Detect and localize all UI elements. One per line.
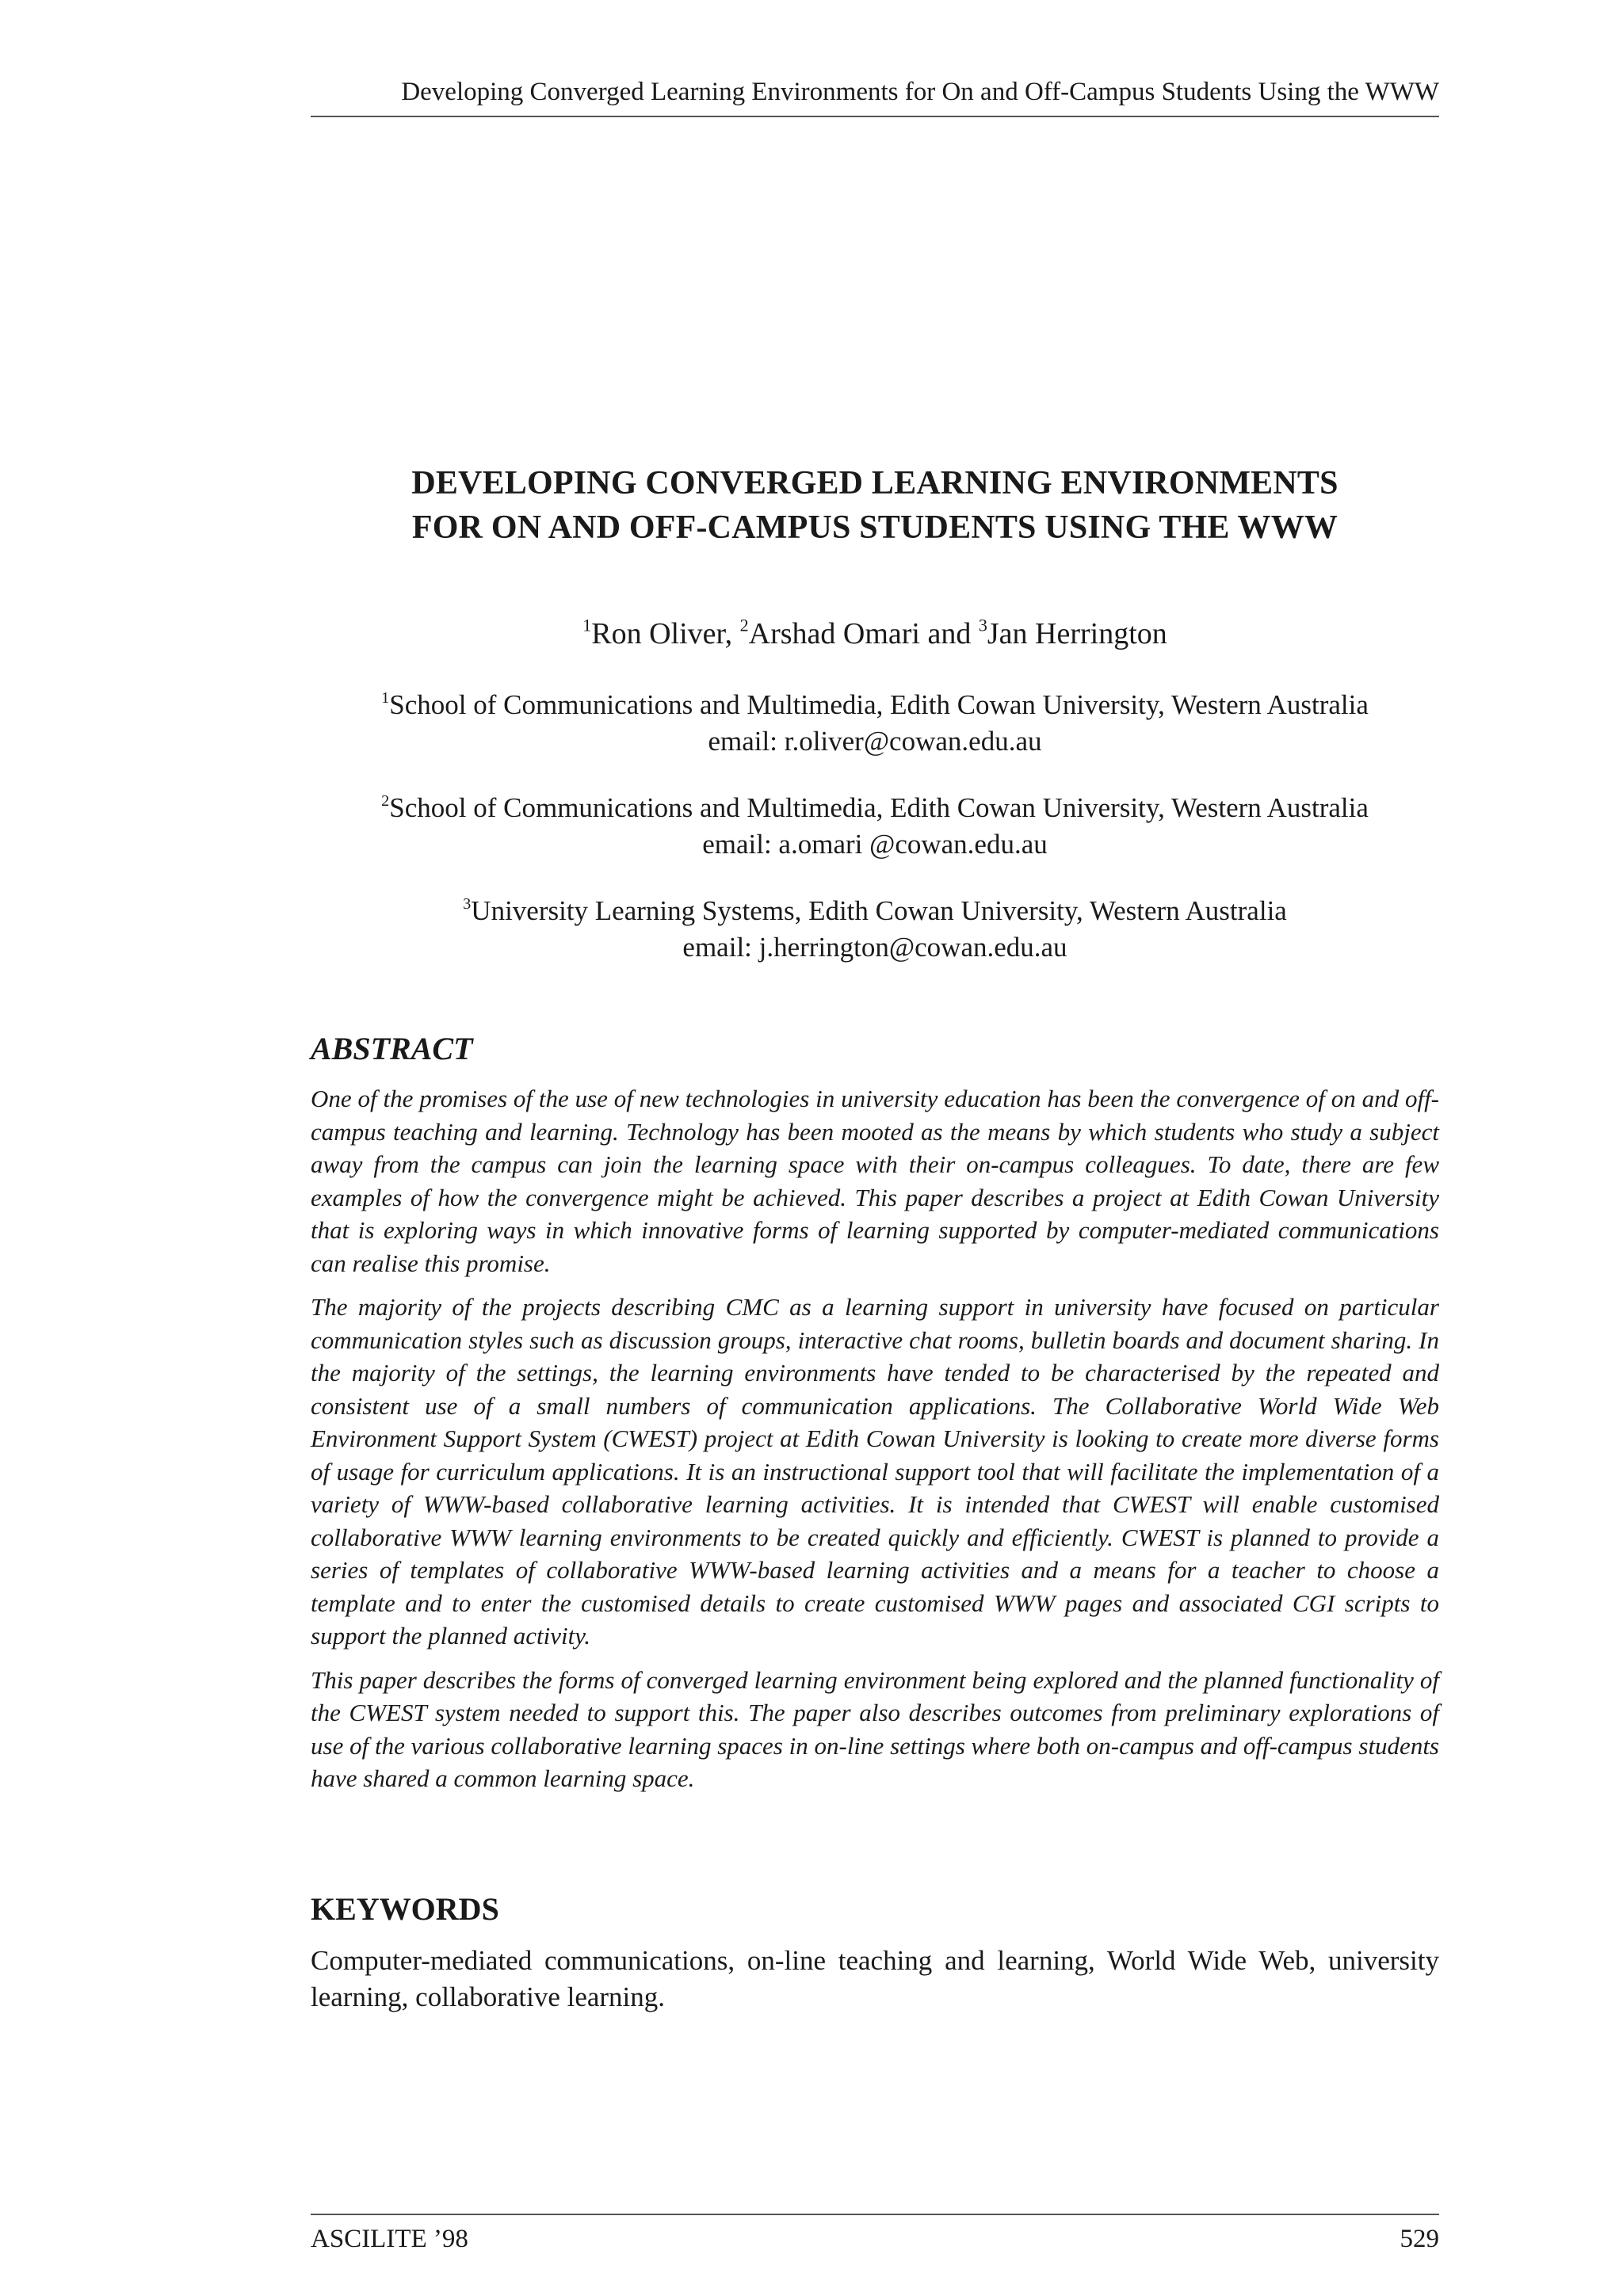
affiliation-2-email: email: a.omari @cowan.edu.au [702,829,1048,860]
keywords-heading: KEYWORDS [311,1891,499,1927]
abstract-body [311,1082,1439,1806]
affiliation-2-name: School of Communications and Multimedia, Edith Cowan University, Western Australia [389,792,1369,823]
affiliation-1 [311,687,1439,760]
affiliation-2 [311,790,1439,863]
abstract-heading: ABSTRACT [311,1031,473,1066]
affiliation-1-email: email: r.oliver@cowan.edu.au [708,726,1042,757]
affiliation-3-institution [311,893,1439,929]
header-rule [311,116,1439,117]
author-3-affiliation-mark: 3 [978,615,987,635]
affiliation-2-mark: 2 [381,791,390,810]
keywords-text: Computer-mediated communications, on-line teaching and learning, World Wide Web, university learning, collaborative learning. [311,1945,1439,2012]
author-1-affiliation-mark: 1 [582,615,592,635]
affiliation-1-name: School of Communications and Multimedia, Edith Cowan University, Western Australia [389,689,1369,720]
paper-page [311,0,1439,2296]
title-line-2: FOR ON AND OFF-CAMPUS STUDENTS USING THE WWW [411,509,1338,546]
author-2-affiliation-mark: 2 [739,615,749,635]
footer-rule [311,2214,1439,2215]
footer-conference: ASCILITE ’98 [311,2225,468,2253]
affiliation-2-institution [311,790,1439,826]
paper-title [311,461,1439,550]
affiliation-3-name: University Learning Systems, Edith Cowan University, Western Australia [471,895,1287,926]
author-1-name: Ron Oliver, [591,617,740,650]
affiliation-3-email: email: j.herrington@cowan.edu.au [682,932,1067,963]
author-list [311,616,1439,652]
abstract-paragraph-2: The majority of the projects describing CMC as a learning support in university have focused on particular communication styles such as discussion groups, interactive chat rooms, bulletin boards and document sharing. In the majority of the settings, the learning environments have tended to be characterised by the repeated and consistent use of a small numbers of communication applications. The Collaborative World Wide Web Environment Support System (CWEST) project at Edith Cowan University is looking to create more diverse forms of usage for curriculum applications. It is an instructional support tool that will facilitate the implementation of a variety of WWW-based collaborative learning activities. It is intended that CWEST will enable customised collaborative WWW learning environments to be created quickly and efficiently. CWEST is planned to provide a series of templates of collaborative WWW-based learning activities and a means for a teacher to choose a template and to enter the customised details to create customised WWW pages and associated CGI scripts to support the planned activity. [311,1293,1439,1650]
abstract-paragraph-3: This paper describes the forms of converged learning environment being explored and the planned functionality of the CWEST system needed to support this. The paper also describes outcomes from preliminary explorations of use of the various collaborative learning spaces in on-line settings where both on-campus and off-campus students have shared a common learning space. [311,1665,1439,1792]
affiliation-3 [311,893,1439,966]
affiliation-3-mark: 3 [463,894,472,913]
running-header: Developing Converged Learning Environments for On and Off-Campus Students Using the WWW [401,78,1439,106]
author-3-name: Jan Herrington [987,617,1167,650]
affiliation-1-mark: 1 [381,688,390,707]
author-2-name: Arshad Omari and [748,617,979,650]
abstract-paragraph-1: One of the promises of the use of new technologies in university education has been the convergence of on and off-campus teaching and learning. Technology has been mooted as the means by which students who study a subject away from the campus can join the learning space with their on-campus colleagues. To date, there are few examples of how the convergence might be achieved. This paper describes a project at Edith Cowan University that is exploring ways in which innovative forms of learning supported by computer-mediated communications can realise this promise. [311,1085,1439,1277]
affiliation-1-institution [311,687,1439,723]
footer-page-number: 529 [1400,2225,1439,2253]
title-line-1: DEVELOPING CONVERGED LEARNING ENVIRONMENTS [411,465,1338,502]
